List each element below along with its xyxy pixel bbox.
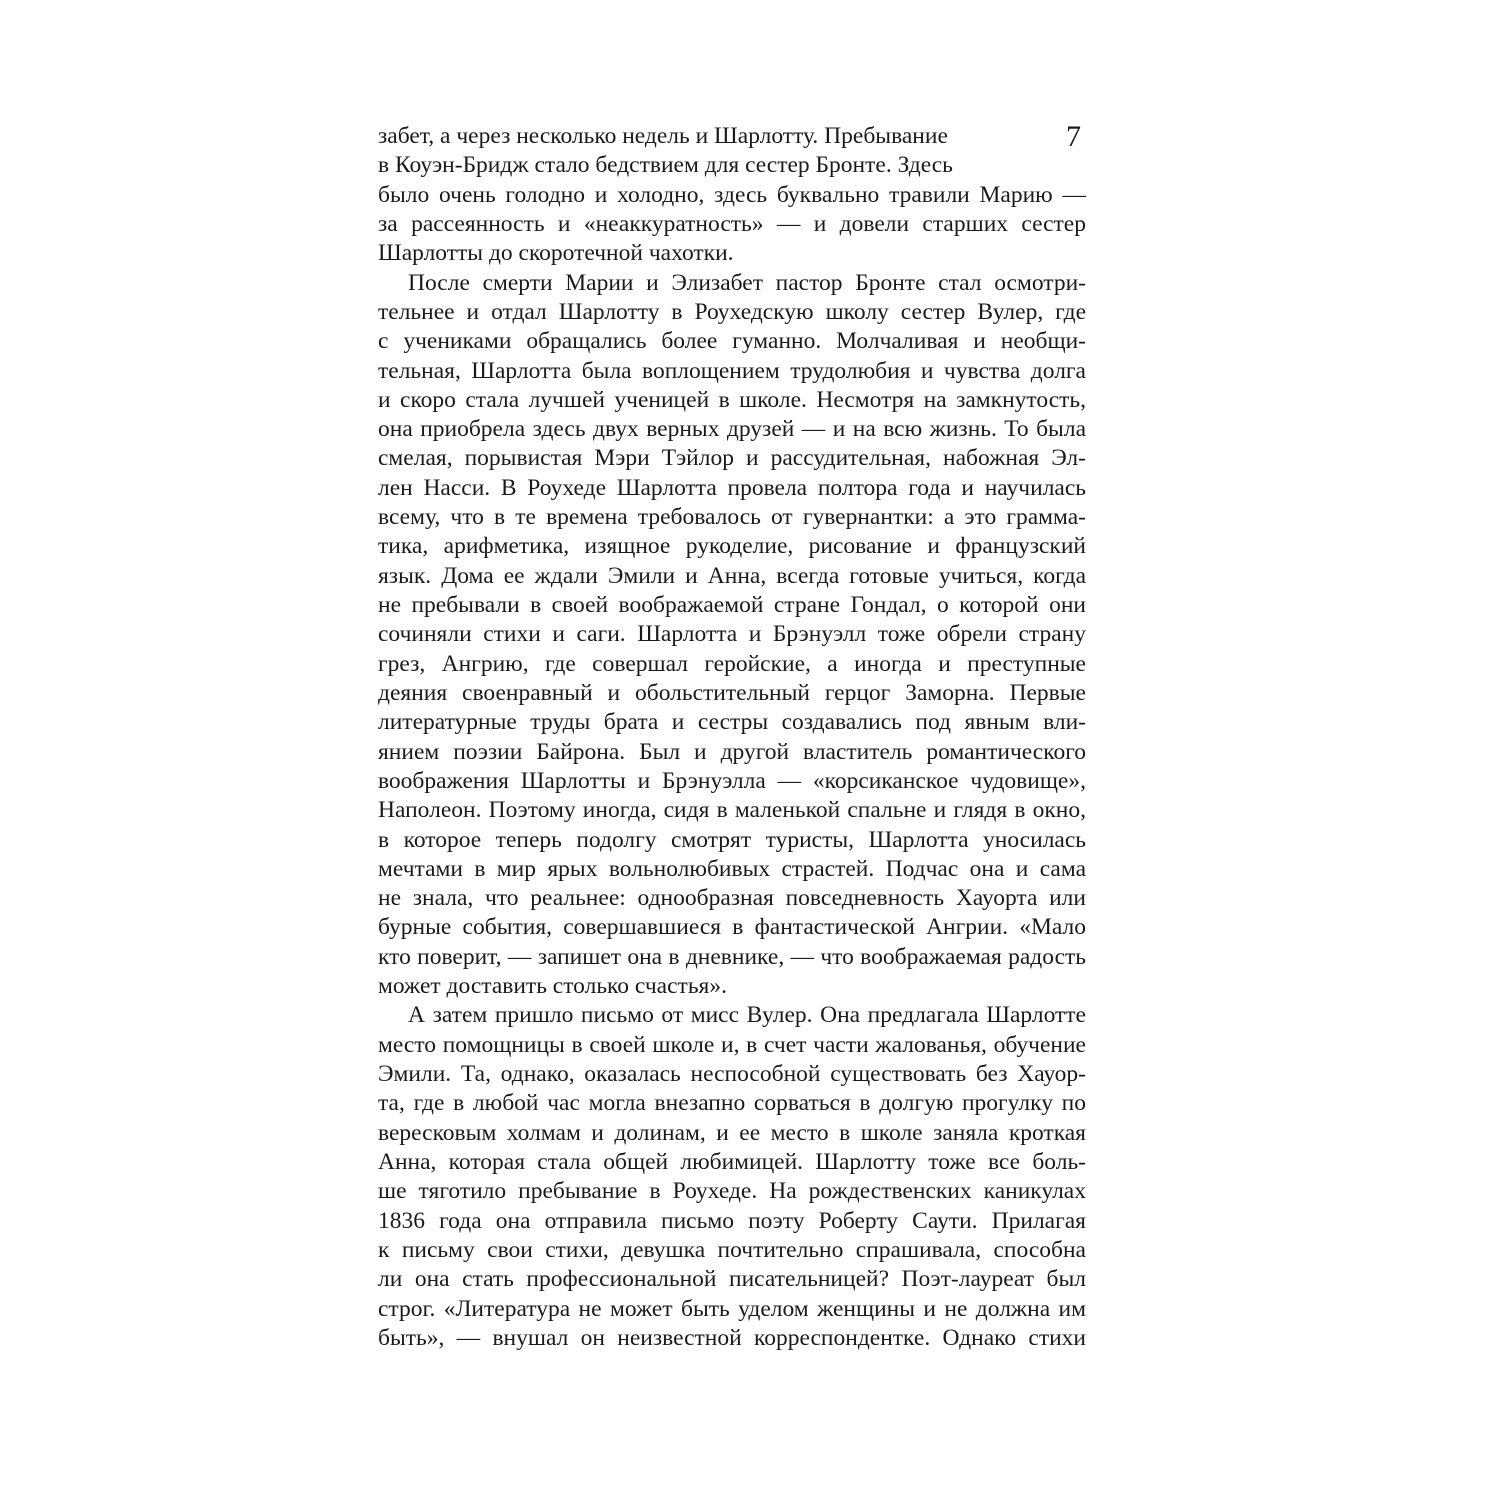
text-line: тика, арифметика, изящное рукоделие, рисование и французский xyxy=(378,533,1086,560)
text-line: кто поверит, — запишет она в дневнике, — что воображаемая радость xyxy=(378,943,1086,970)
text-line: Эмили. Та, однако, оказалась неспособной существовать без Хауор- xyxy=(378,1061,1086,1087)
text-line: может доставить столько счастья». xyxy=(378,973,727,1000)
text-line: ли она стать профессиональной писательницей? Поэт-лауреат был xyxy=(378,1266,1086,1293)
text-line: деяния своенравный и обольстительный герцог Заморна. Первые xyxy=(378,679,1086,706)
text-line: место помощницы в своей школе и, в счет части жалованья, обучение xyxy=(378,1031,1086,1058)
text-line: А затем пришло письмо от мисс Вулер. Она предлагала Шарлотте xyxy=(408,1002,1086,1029)
text-line: сочиняли стихи и саги. Шарлотта и Брэнуэлл тоже обрели страну xyxy=(378,621,1086,648)
text-line: ше тяготило пребывание в Роухеде. На рождественских каникулах xyxy=(378,1178,1086,1205)
text-line: с учениками обращались более гуманно. Молчаливая и необщи- xyxy=(378,328,1086,355)
text-line: не пребывали в своей воображаемой стране Гондал, о которой они xyxy=(378,592,1086,618)
text-line: забет, а через несколько недель и Шарлотту. Пребывание xyxy=(378,123,948,149)
text-line: за рассеянность и «неаккуратность» — и довели старших сестер xyxy=(378,210,1086,237)
text-line: в которое теперь подолгу смотрят туристы, Шарлотта уносилась xyxy=(378,826,1086,853)
text-line: мечтами в мир ярых вольнолюбивых страстей. Подчас она и сама xyxy=(378,855,1086,882)
text-line: бурные события, совершавшиеся в фантастической Ангрии. «Мало xyxy=(378,914,1086,941)
text-line: быть», — внушал он неизвестной корреспондентке. Однако стихи xyxy=(378,1324,1086,1351)
text-line: и скоро стала лучшей ученицей в школе. Несмотря на замкнутость, xyxy=(378,386,1086,413)
text-line: в Коуэн-Бридж стало бедствием для сестер Бронте. Здесь xyxy=(378,152,953,179)
text-line: 1836 года она отправила письмо поэту Роберту Саути. Прилагая xyxy=(378,1207,1086,1234)
text-line: Шарлотты до скоротечной чахотки. xyxy=(378,240,734,267)
text-line: Наполеон. Поэтому иногда, сидя в маленькой спальне и глядя в окно, xyxy=(378,797,1086,824)
text-line: лен Насси. В Роухеде Шарлотта провела полтора года и научилась xyxy=(378,474,1086,501)
text-line: янием поэзии Байрона. Был и другой властитель романтического xyxy=(378,738,1086,765)
text-line: Анна, которая стала общей любимицей. Шарлотту тоже все боль- xyxy=(378,1148,1086,1175)
text-line: тельная, Шарлотта была воплощением трудолюбия и чувства долга xyxy=(378,357,1086,384)
text-line: грез, Ангрию, где совершал геройские, а иногда и преступные xyxy=(378,650,1086,677)
text-line: та, где в любой час могла внезапно сорваться в долгую прогулку по xyxy=(378,1090,1086,1117)
text-line: строг. «Литература не может быть уделом женщины и не должна им xyxy=(378,1295,1086,1322)
text-line: язык. Дома ее ждали Эмили и Анна, всегда готовые учиться, когда xyxy=(378,562,1086,589)
text-line: к письму свои стихи, девушка почтительно спрашивала, способна xyxy=(378,1236,1086,1263)
body-text xyxy=(378,122,1086,1353)
text-line: воображения Шарлотты и Брэнуэлла — «корсиканское чудовище», xyxy=(378,767,1086,794)
text-line: вересковым холмам и долинам, и ее место в школе заняла кроткая xyxy=(378,1119,1086,1146)
text-line: смелая, порывистая Мэри Тэйлор и рассудительная, набожная Эл- xyxy=(378,445,1086,472)
text-line: тельнее и отдал Шарлотту в Роухедскую школу сестер Вулер, где xyxy=(378,298,1086,325)
text-line: она приобрела здесь двух верных друзей — и на всю жизнь. То была xyxy=(378,416,1086,443)
page-number: 7 xyxy=(1066,120,1081,153)
text-line: было очень голодно и холодно, здесь буквально травили Марию — xyxy=(378,181,1086,208)
text-line: всему, что в те времена требовалось от гувернантки: а это грамма- xyxy=(378,504,1086,531)
text-line: После смерти Марии и Элизабет пастор Бронте стал осмотри- xyxy=(408,269,1086,296)
text-line: не знала, что реальнее: однообразная повседневность Хауорта или xyxy=(378,885,1086,912)
text-line: литературные труды брата и сестры создавались под явным вли- xyxy=(378,709,1086,736)
